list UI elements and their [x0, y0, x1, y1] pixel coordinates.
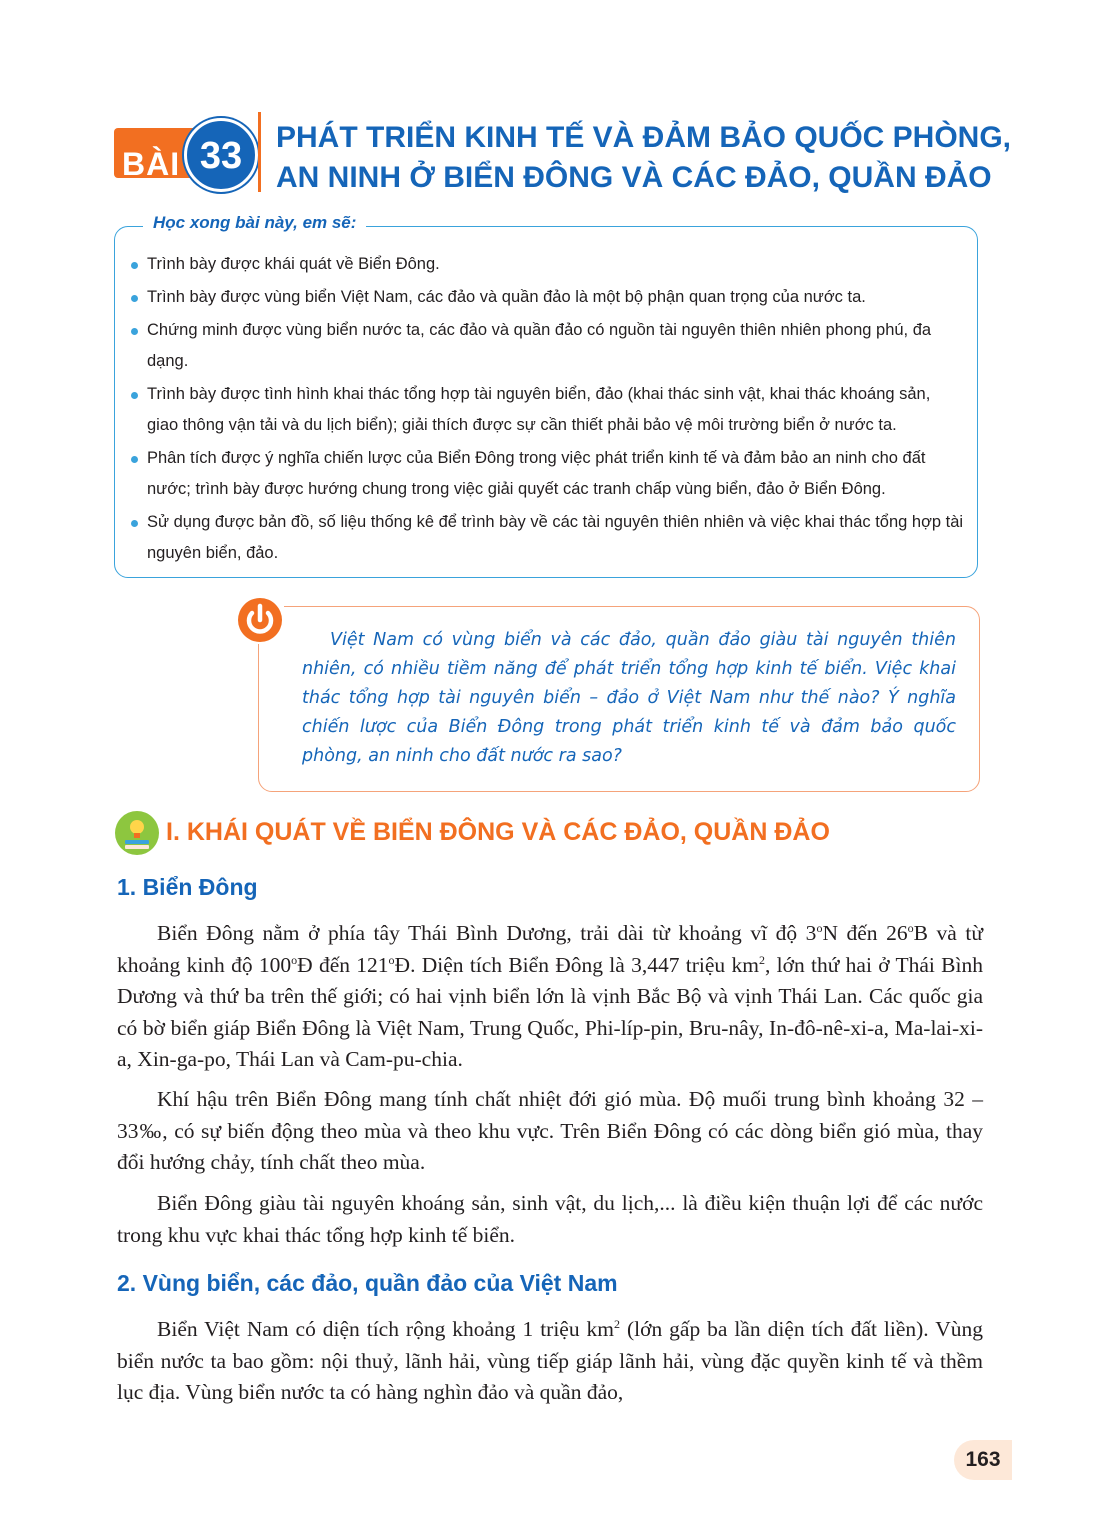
superscript: o	[388, 952, 395, 967]
lightbulb-book-icon	[114, 810, 160, 856]
objective-item: Trình bày được khái quát về Biển Đông.	[129, 249, 965, 280]
text-run: Đ đến 121	[297, 952, 389, 977]
lesson-number-circle	[184, 118, 258, 192]
lesson-number: 33	[199, 135, 243, 177]
objective-item: Trình bày được tình hình khai thác tổng hợp tài nguyên biển, đảo (khai thác sinh vật, khai thác khoáng sản, giao thông vận tải và du lịch biển); giải thích được sự cần thiết phải bảo vệ môi trường biển ở nước ta.	[129, 379, 965, 441]
power-icon	[236, 596, 284, 644]
text-run: B và từ khoảng kinh độ 100	[117, 921, 983, 977]
superscript: 2	[614, 1316, 621, 1331]
objective-item: Chứng minh được vùng biển nước ta, các đảo và quần đảo có nguồn tài nguyên thiên nhiên phong phú, đa dạng.	[129, 315, 965, 377]
objectives-box	[114, 213, 978, 578]
lesson-title	[276, 118, 1012, 198]
title-divider	[258, 112, 261, 192]
section-title: I. KHÁI QUÁT VỀ BIỂN ĐÔNG VÀ CÁC ĐẢO, QUẦN ĐẢO	[166, 818, 830, 846]
superscript: o	[291, 952, 298, 967]
lesson-title-line2: AN NINH Ở BIỂN ĐÔNG VÀ CÁC ĐẢO, QUẦN ĐẢO	[276, 161, 992, 194]
lesson-prefix: BÀI	[122, 146, 181, 182]
paragraph	[117, 1314, 983, 1409]
page-number: 163	[954, 1440, 1012, 1480]
paragraph: Biển Đông giàu tài nguyên khoáng sản, sinh vật, du lịch,... là điều kiện thuận lợi để các nước trong khu vực khai thác tổng hợp kinh tế biển.	[117, 1191, 983, 1247]
objective-item: Trình bày được vùng biển Việt Nam, các đảo và quần đảo là một bộ phận quan trọng của nước ta.	[129, 282, 965, 313]
subsection-title: 1. Biển Đông	[117, 874, 258, 900]
superscript: 2	[758, 952, 765, 967]
objective-item: Phân tích được ý nghĩa chiến lược của Biển Đông trong việc phát triển kinh tế và đảm bảo an ninh cho đất nước; trình bày được hướng chung trong việc giải quyết các tranh chấp vùng biển, đảo ở Biển Đông.	[129, 443, 965, 505]
subsection-title: 2. Vùng biển, các đảo, quần đảo của Việt Nam	[117, 1270, 618, 1296]
superscript: o	[907, 920, 914, 935]
text-run: N đến 26	[822, 921, 908, 945]
text-run: (lớn gấp ba lần diện tích đất liền). Vùng biển nước ta bao gồm: nội thuỷ, lãnh hải, vùng tiếp giáp lãnh hải, vùng đặc quyền kinh tế và thềm lục địa. Vùng biển nước ta có hàng nghìn đảo và quần đảo,	[117, 1317, 984, 1404]
objectives-heading: Học xong bài này, em sẽ:	[143, 213, 366, 233]
text-run: Biển Việt Nam có diện tích rộng khoảng 1 triệu km	[157, 1317, 615, 1341]
paragraph: Khí hậu trên Biển Đông mang tính chất nhiệt đới gió mùa. Độ muối trung bình khoảng 32 – 33‰, có sự biến động theo mùa và theo khu vực. Trên Biển Đông có các dòng biển gió mùa, thay đổi hướng chảy, tính chất theo mùa.	[117, 1087, 983, 1174]
superscript: o	[816, 920, 823, 935]
text-run: , lớn thứ hai ở Thái Bình Dương và thứ ba trên thế giới; có hai vịnh biển lớn là vịnh Bắc Bộ và vịnh Thái Lan. Các quốc gia có bờ biển giáp Biển Đông là Việt Nam, Trung Quốc, Phi-líp-pin, Bru-nây, In-đô-nê-xi-a, Ma-lai-xi-a, Xin-ga-po, Thái Lan và Cam-pu-chia.	[117, 952, 983, 1071]
objectives-list	[129, 249, 965, 571]
lesson-badge	[114, 118, 252, 190]
lesson-title-line1: PHÁT TRIỂN KINH TẾ VÀ ĐẢM BẢO QUỐC PHÒNG,	[276, 121, 1012, 154]
objective-item: Sử dụng được bản đồ, số liệu thống kê để trình bày về các tài nguyên thiên nhiên và việc khai thác tổng hợp tài nguyên biển, đảo.	[129, 507, 965, 569]
text-run: Biển Đông nằm ở phía tây Thái Bình Dương, trải dài từ khoảng vĩ độ 3	[157, 921, 817, 945]
starter-text: Việt Nam có vùng biển và các đảo, quần đảo giàu tài nguyên thiên nhiên, có nhiều tiềm năng để phát triển tổng hợp kinh tế biển. Việc khai thác tổng hợp tài nguyên biển – đảo ở Việt Nam như thế nào? Ý nghĩa chiến lược của Biển Đông trong phát triển kinh tế và đảm bảo quốc phòng, an ninh cho đất nước ra sao?	[302, 630, 956, 766]
text-run: Đ. Diện tích Biển Đông là 3,447 triệu km	[394, 952, 759, 977]
paragraph	[117, 918, 983, 1076]
